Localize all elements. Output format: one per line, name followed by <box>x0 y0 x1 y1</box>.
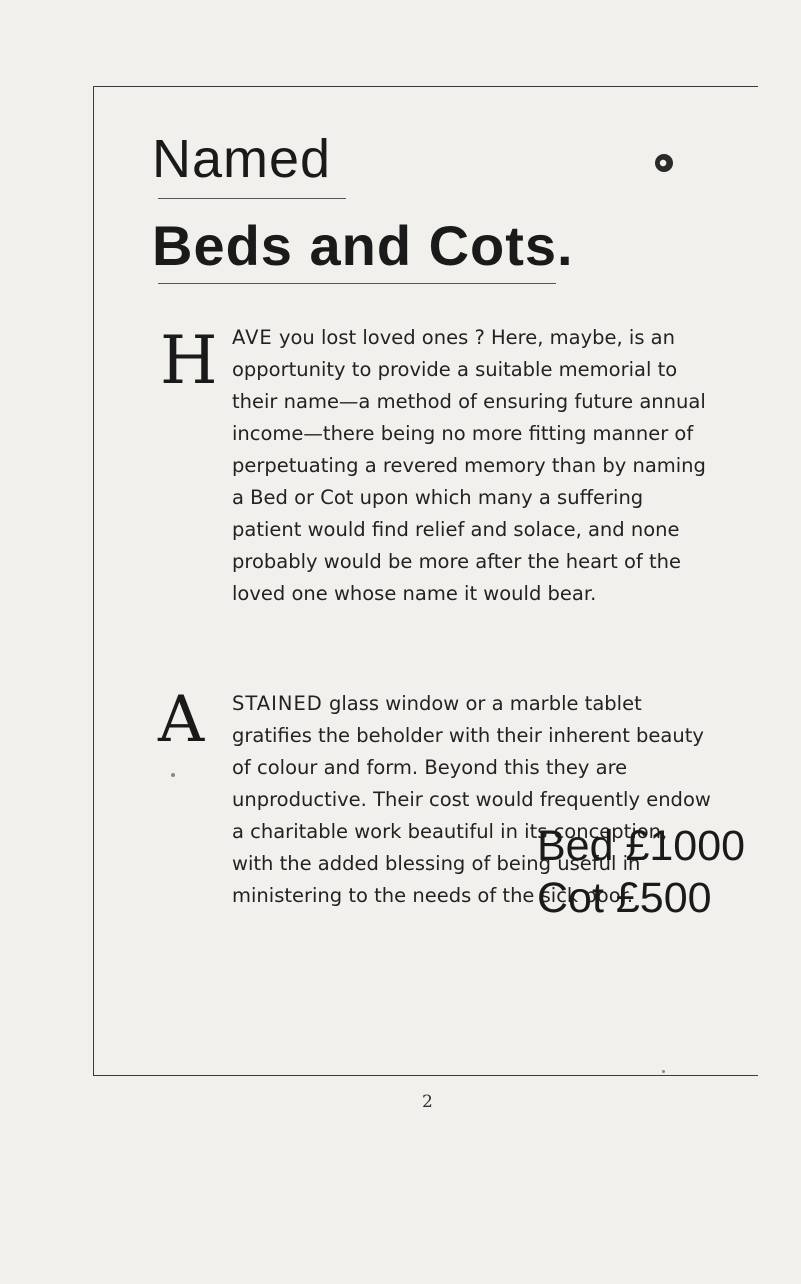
heading-beds-and-cots: Beds and Cots. <box>152 214 574 277</box>
price-bed: Bed £1000 <box>537 822 746 870</box>
paragraph-stained-glass-text: glass window or a marble tablet gratifies the beholder with their inherent beauty of colour and form. Beyond this they are unproductive. Their cost would frequently endow a charitable work beautiful in its conception, with the added blessing of being useful in ministering to the needs of the sick poor. <box>232 692 711 907</box>
underline-beds-and-cots <box>158 283 556 284</box>
drop-cap-a: A <box>158 683 205 757</box>
page-number: 2 <box>422 1092 433 1112</box>
paragraph-memorial-text: you lost loved ones ? Here, maybe, is an opportunity to provide a suitable memorial to their name—a method of ensuring future annual income—there being no more fitting manner of perpetuating a revered memory than by naming a Bed or Cot upon which many a suffering patient would find relief and solace, and none probably would be more after the heart of the loved one whose name it would bear. <box>232 326 706 605</box>
price-cot: Cot £500 <box>537 874 712 922</box>
ornament-icon <box>655 154 673 172</box>
ink-speck <box>171 773 175 777</box>
ink-speck <box>662 1070 665 1073</box>
paragraph-memorial-lead: AVE <box>232 326 273 349</box>
paragraph-stained-glass-lead: STAINED <box>232 692 323 715</box>
underline-named <box>158 198 346 199</box>
drop-cap-h: H <box>160 322 218 399</box>
paragraph-memorial <box>232 322 712 610</box>
pricing-block <box>537 820 745 924</box>
heading-named: Named <box>152 129 332 189</box>
